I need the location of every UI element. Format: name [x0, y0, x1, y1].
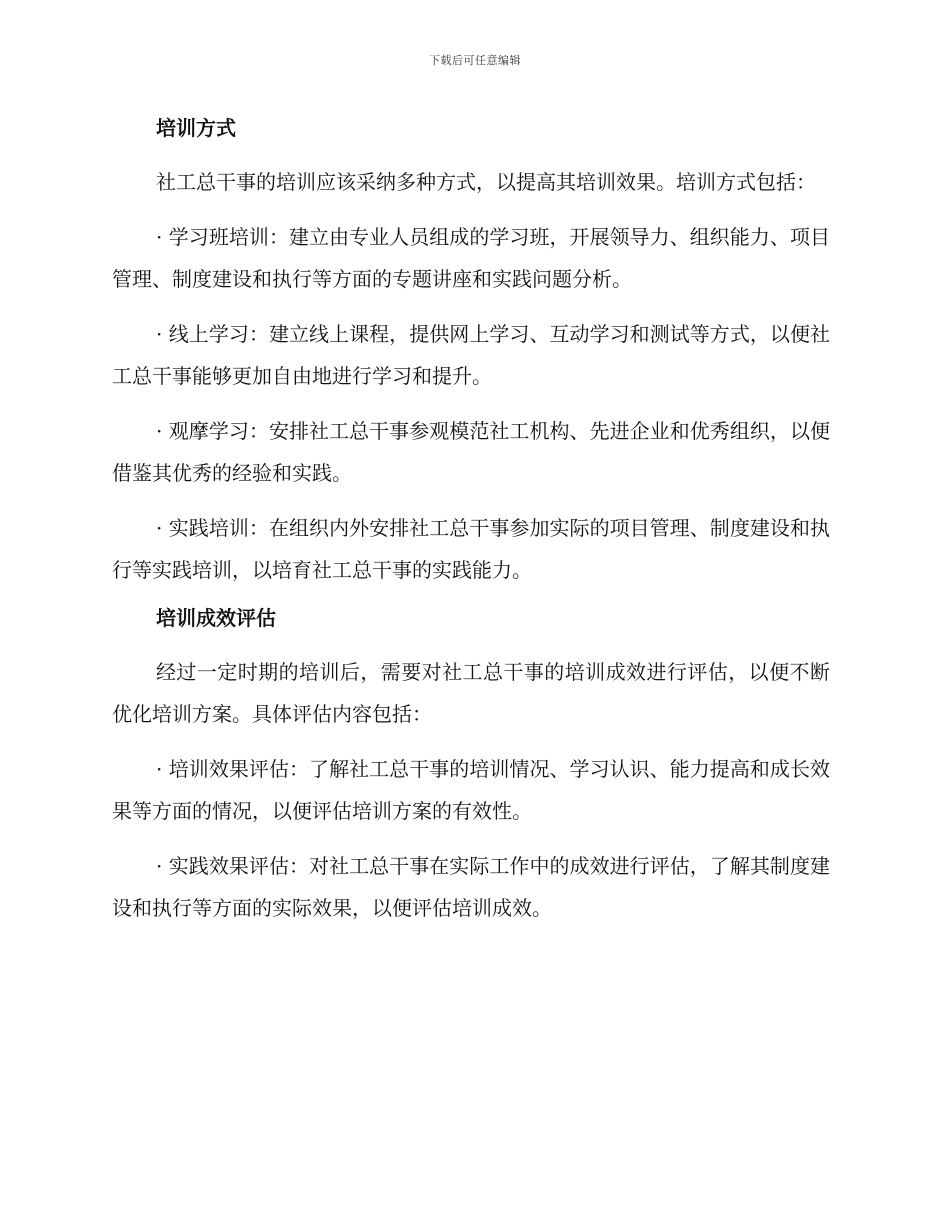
paragraph-evaluation-intro: 经过一定时期的培训后，需要对社工总干事的培训成效进行评估，以便不断优化培训方案。具体评估内容包括： [112, 660, 830, 726]
bullet-practice-training: · 实践培训：在组织内外安排社工总干事参加实际的项目管理、制度建设和执行等实践培训，以培育社工总干事的实践能力。 [112, 516, 830, 582]
bullet-class-training: · 学习班培训：建立由专业人员组成的学习班，开展领导力、组织能力、项目管理、制度建设和执行等方面的专题讲座和实践问题分析。 [112, 225, 830, 291]
paragraph-training-methods-intro: 社工总干事的培训应该采纳多种方式，以提高其培训效果。培训方式包括： [156, 170, 816, 194]
bullet-training-effect-evaluation: · 培训效果评估：了解社工总干事的培训情况、学习认识、能力提高和成长效果等方面的情况，以便评估培训方案的有效性。 [112, 757, 830, 823]
bullet-observation-learning: · 观摩学习：安排社工总干事参观模范社工机构、先进企业和优秀组织，以便借鉴其优秀的经验和实践。 [112, 419, 830, 485]
document-body [112, 114, 830, 942]
bullet-practice-effect-evaluation: · 实践效果评估：对社工总干事在实际工作中的成效进行评估，了解其制度建设和执行等方面的实际效果，以便评估培训成效。 [112, 854, 830, 920]
page-header: 下载后可任意编辑 [429, 54, 521, 67]
section-heading-effectiveness-evaluation: 培训成效评估 [156, 606, 276, 630]
bullet-online-learning: · 线上学习：建立线上课程，提供网上学习、互动学习和测试等方式，以便社工总干事能够更加自由地进行学习和提升。 [112, 322, 830, 388]
section-heading-training-methods: 培训方式 [156, 116, 236, 140]
